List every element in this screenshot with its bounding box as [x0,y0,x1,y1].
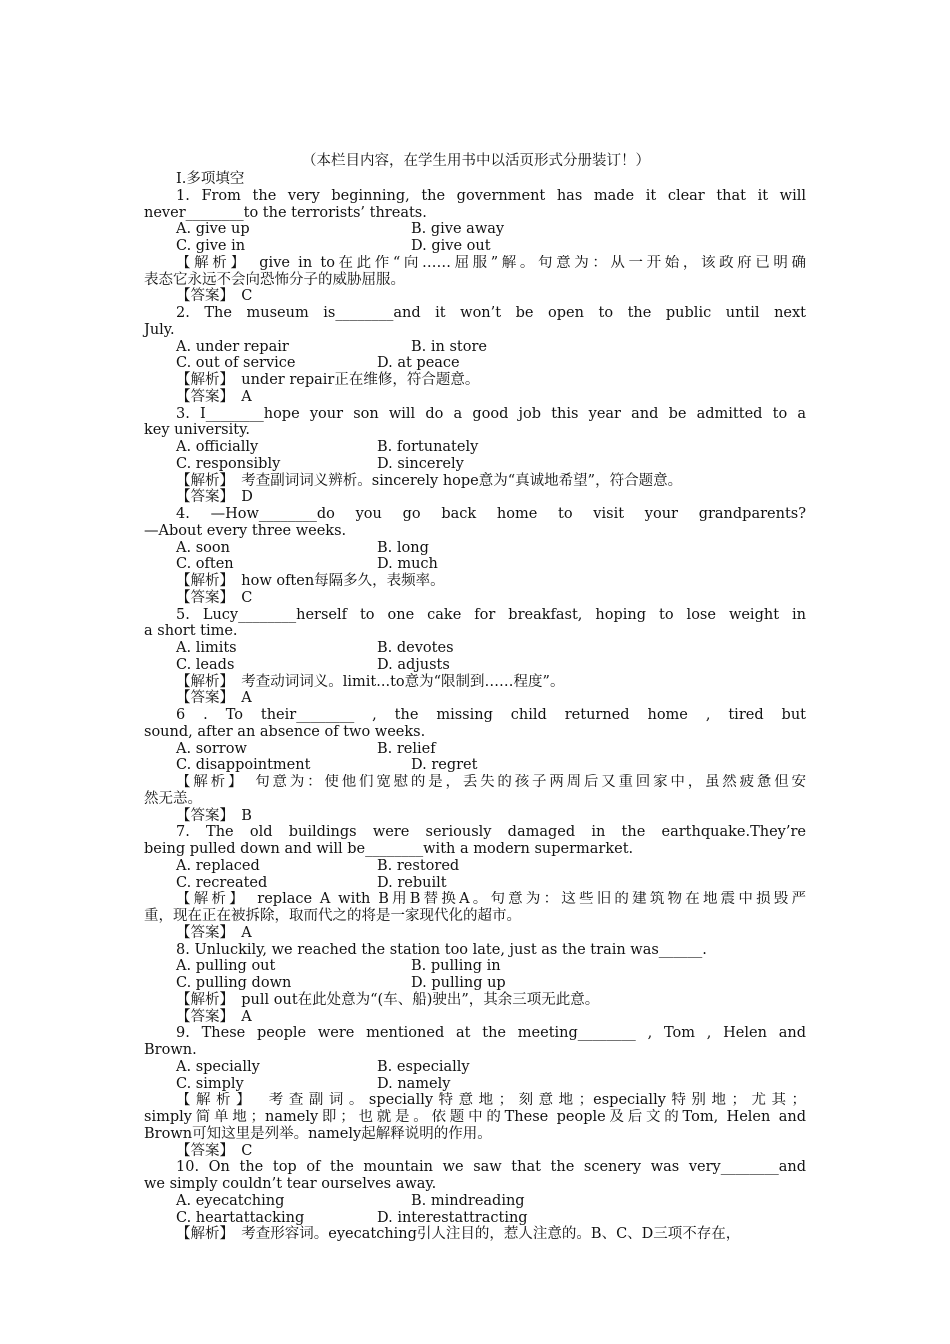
analysis-line: 【解析】 考查副词词义辨析。sincerely hope意为“真诚地希望”，符合题意。 [176,473,683,489]
question-stem-line: 5. Lucy________herself to one cake for breakfast, hoping to lose weight in [176,607,806,623]
answer-line: 【答案】 C [176,1143,253,1159]
analysis-line: 【解析】 replace A with B用B替换A。句意为：这些旧的建筑物在地震中损毁严 [176,891,806,907]
analysis-line: 【解析】 give in to在此作“向……屈服”解。句意为：从一开始，该政府已明确 [176,255,806,271]
analysis-line: 【解析】 how often每隔多久，表频率。 [176,573,445,589]
question-stem-line: 7. The old buildings were seriously damaged in the earthquake.They’re [176,824,806,840]
option: B. in store [411,339,487,355]
option: C. responsibly [176,456,281,472]
option: B. long [377,540,429,556]
analysis-line: 【解析】 考查动词词义。limit...to意为“限制到……程度”。 [176,674,565,690]
analysis-line: 【解析】 under repair正在维修，符合题意。 [176,372,480,388]
answer-line: 【答案】 A [176,690,252,706]
option: A. pulling out [176,958,276,974]
option: C. pulling down [176,975,292,991]
question-stem-line: key university. [144,422,250,438]
option: C. out of service [176,355,296,371]
option: A. officially [176,439,259,455]
option: C. simply [176,1076,244,1092]
analysis-line: 【解析】 考查形容词。eyecatching引人注目的，惹人注意的。B、C、D三项不存在， [176,1226,741,1242]
question-stem-line: being pulled down and will be________with a modern supermarket. [144,841,634,857]
option: B. relief [377,741,436,757]
analysis-line: simply简单地；namely即；也就是。依题中的These people及后文的Tom, Helen and [144,1109,806,1125]
analysis-line: 表态它永远不会向恐怖分子的威胁屈服。 [144,272,405,288]
analysis-line: 【解析】 pull out在此处意为“(车、船)驶出”，其余三项无此意。 [176,992,600,1008]
page-header: （本栏目内容，在学生用书中以活页形式分册装订！） [302,153,650,169]
answer-line: 【答案】 A [176,389,252,405]
section-title: Ⅰ.多项填空 [176,171,245,187]
option: A. eyecatching [176,1193,285,1209]
question-stem-line: July. [144,322,175,338]
answer-line: 【答案】 C [176,590,253,606]
option: C. heartattacking [176,1210,305,1226]
option: A. replaced [176,858,260,874]
option: D. pulling up [411,975,506,991]
option: D. sincerely [377,456,464,472]
answer-line: 【答案】 A [176,925,252,941]
answer-line: 【答案】 B [176,808,252,824]
question-stem-line: 2. The museum is________and it won’t be open to the public until next [176,305,806,321]
option: B. fortunately [377,439,479,455]
question-stem-line: sound, after an absence of two weeks. [144,724,426,740]
option: D. interestattracting [377,1210,528,1226]
option: D. rebuilt [377,875,447,891]
option: B. mindreading [411,1193,525,1209]
question-stem-line: 6 . To their________ , the missing child returned home , tired but [176,707,806,723]
option: D. much [377,556,438,572]
question-stem-line: never________to the terrorists’ threats. [144,205,427,221]
option: B. especially [377,1059,470,1075]
question-stem-line: 4. —How________do you go back home to visit your grandparents? [176,506,806,522]
analysis-line: 然无恙。 [144,791,202,807]
option: B. pulling in [411,958,501,974]
option: C. often [176,556,234,572]
answer-line: 【答案】 C [176,288,253,304]
analysis-line: 重，现在正在被拆除，取而代之的将是一家现代化的超市。 [144,908,521,924]
option: D. regret [411,757,478,773]
answer-line: 【答案】 D [176,489,253,505]
option: A. sorrow [176,741,247,757]
option: A. limits [176,640,237,656]
question-stem-line: 10. On the top of the mountain we saw that the scenery was very________and [176,1159,806,1175]
question-stem-line: 8. Unluckily, we reached the station too late, just as the train was______. [176,942,707,958]
option: D. namely [377,1076,451,1092]
option: C. leads [176,657,235,673]
option: C. recreated [176,875,268,891]
question-stem-line: Brown. [144,1042,197,1058]
option: C. give in [176,238,246,254]
analysis-line: 【解析】 考查副词。specially特意地；刻意地；especially特别地；尤其； [176,1092,806,1108]
option: A. give up [176,221,250,237]
option: D. at peace [377,355,460,371]
option: B. restored [377,858,460,874]
option: A. specially [176,1059,260,1075]
question-stem-line: 3. I________hope your son will do a good job this year and be admitted to a [176,406,806,422]
option: D. adjusts [377,657,450,673]
option: A. under repair [176,339,289,355]
question-stem-line: —About every three weeks. [144,523,347,539]
question-stem-line: we simply couldn’t tear ourselves away. [144,1176,437,1192]
option: C. disappointment [176,757,311,773]
answer-line: 【答案】 A [176,1009,252,1025]
question-stem-line: a short time. [144,623,238,639]
question-stem-line: 1. From the very beginning, the government has made it clear that it will [176,188,806,204]
analysis-line: 【解析】 句意为：使他们宽慰的是，丢失的孩子两周后又重回家中，虽然疲惫但安 [176,774,806,790]
analysis-line: Brown可知这里是列举。namely起解释说明的作用。 [144,1126,492,1142]
option: A. soon [176,540,230,556]
question-stem-line: 9. These people were mentioned at the meeting________ , Tom , Helen and [176,1025,806,1041]
option: B. devotes [377,640,454,656]
option: D. give out [411,238,491,254]
option: B. give away [411,221,505,237]
